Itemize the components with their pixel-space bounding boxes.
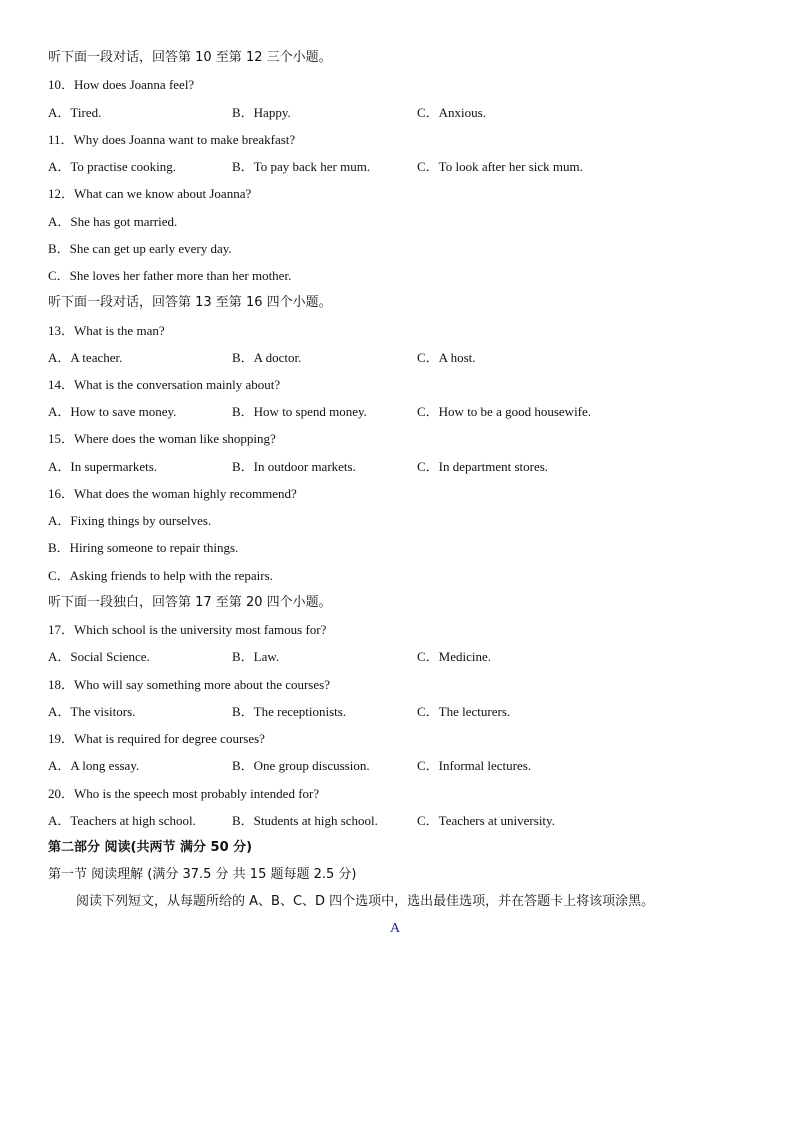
option-a: A．Social Science. [48,649,150,664]
reading-instruction: 阅读下列短文，从每题所给的 A、B、C、D 四个选项中，选出最佳选项，并在答题卡上将该项涂黑。 [76,894,655,909]
option-b: B．To pay back her mum. [232,159,371,174]
option-12a: A．She has got married. [48,214,178,229]
option-a: A．In supermarkets. [48,459,158,474]
options-11 [48,159,748,175]
option-b: B．One group discussion. [232,758,370,773]
option-a: A．A long essay. [48,758,140,773]
section1-title: 第一节 阅读理解 (满分 37.5 分 共 15 题每题 2.5 分) [48,867,357,882]
section-header-2: 听下面一段对话，回答第 13 至第 16 四个小题。 [48,295,332,310]
question-15: 15．Where does the woman like shopping? [48,431,276,446]
option-c: C．Teachers at university. [417,813,555,828]
option-b: B．The receptionists. [232,704,347,719]
part2-title: 第二部分 阅读(共两节 满分 50 分) [48,840,253,855]
option-b: B．A doctor. [232,350,302,365]
question-16: 16．What does the woman highly recommend? [48,486,297,501]
question-13: 13．What is the man? [48,323,165,338]
option-b: B．How to spend money. [232,404,367,419]
option-c: C．Medicine. [417,649,492,664]
option-b: B．Students at high school. [232,813,378,828]
option-b: B．Happy. [232,105,291,120]
question-18: 18．Who will say something more about the courses? [48,677,330,692]
options-19 [48,758,748,774]
option-12c: C．She loves her father more than her mother. [48,268,292,283]
option-c: C．In department stores. [417,459,549,474]
options-10 [48,105,748,121]
question-10: 10．How does Joanna feel? [48,77,195,92]
option-12b: B．She can get up early every day. [48,241,232,256]
question-14: 14．What is the conversation mainly about? [48,377,281,392]
option-c: C．To look after her sick mum. [417,159,583,174]
options-15 [48,459,748,475]
options-20 [48,813,748,829]
section-header-1: 听下面一段对话，回答第 10 至第 12 三个小题。 [48,50,332,65]
options-17 [48,649,748,665]
options-14 [48,404,748,420]
option-a: A．Tired. [48,105,102,120]
option-16c: C．Asking friends to help with the repairs. [48,568,273,583]
option-b: B．In outdoor markets. [232,459,356,474]
option-c: C．The lecturers. [417,704,511,719]
option-c: C．How to be a good housewife. [417,404,592,419]
option-a: A．A teacher. [48,350,123,365]
question-20: 20．Who is the speech most probably intended for? [48,786,320,801]
options-13 [48,350,748,366]
question-11: 11．Why does Joanna want to make breakfast? [48,132,296,147]
option-c: C．Informal lectures. [417,758,532,773]
question-19: 19．What is required for degree courses? [48,731,265,746]
option-a: A．To practise cooking. [48,159,176,174]
option-16b: B．Hiring someone to repair things. [48,540,239,555]
option-b: B．Law. [232,649,280,664]
question-17: 17．Which school is the university most famous for? [48,622,327,637]
options-18 [48,704,748,720]
option-a: A．Teachers at high school. [48,813,196,828]
passage-letter: A [390,921,401,936]
section-header-3: 听下面一段独白，回答第 17 至第 20 四个小题。 [48,595,332,610]
option-16a: A．Fixing things by ourselves. [48,513,212,528]
option-c: C．Anxious. [417,105,486,120]
option-a: A．How to save money. [48,404,177,419]
option-a: A．The visitors. [48,704,136,719]
option-c: C．A host. [417,350,476,365]
question-12: 12．What can we know about Joanna? [48,186,252,201]
